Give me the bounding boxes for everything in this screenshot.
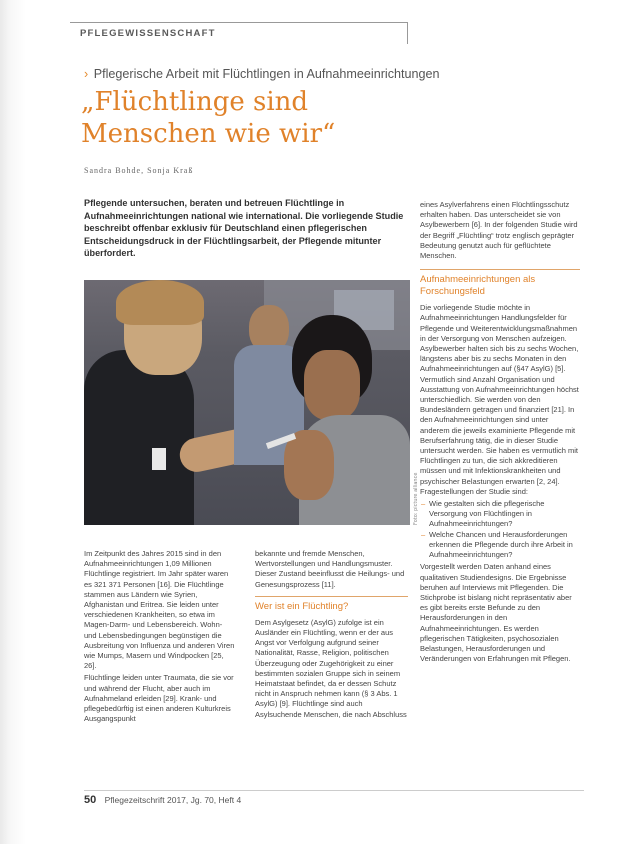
- title-line-1: „Flüchtlinge sind: [81, 87, 309, 117]
- article-photo: [84, 280, 410, 525]
- paragraph: Vorgestellt werden Daten anhand eines qualitativen Studiendesigns. Die Ergebnisse beruhen auf Interviews mit Pflegenden. Die Stichprobe ist bislang nicht repräsentativ aber es gibt bereits erste Befunde zu den Herausforderungen in den Aufnahmeeinrichtungen. Es werden pflegerischen Tätigkeiten, psychosozialen Belastungen, Herausforderungen und Veränderungen von Erfahrungen mit Pflegen.: [420, 562, 572, 664]
- article-authors: Sandra Bohde, Sonja Kraß: [84, 166, 194, 175]
- research-questions-list: [420, 499, 580, 560]
- title-line-2: Menschen wie wir“: [81, 119, 336, 149]
- paragraph: Im Zeitpunkt des Jahres 2015 sind in den Aufnahmeeinrichtungen 1,09 Millionen Flüchtlinge registriert. Im Jahr später waren es 321 371 Personen [16]. Die Flüchtlinge stammen aus Ländern wie Syrien, Afghanistan und Eritrea. Sie leiden unter verschiedenen Krankheiten, so etwa im Magen-Darm- und Lebensbereich. Wohn- und Lebensbedingungen begünstigen die Ausbreitung von Influenza und anderen Viren wie Mumps, Masern und Windpocken [25, 26].: [84, 549, 235, 671]
- text-column-2: [255, 549, 408, 722]
- kicker-text: Pflegerische Arbeit mit Flüchtlingen in Aufnahmeeinrichtungen: [93, 67, 440, 81]
- text-column-3: [420, 200, 580, 666]
- footer-divider: [84, 790, 584, 791]
- article-kicker: [84, 67, 564, 81]
- paragraph: bekannte und fremde Menschen, Wertvorstellungen und Handlungsmuster. Dieser Zustand beeinflusst die Heilungs- und Genesungsprozess [11].: [255, 549, 405, 589]
- paragraph: Dem Asylgesetz (AsylG) zufolge ist ein Ausländer ein Flüchtling, wenn er der aus Angst vor Verfolgung aufgrund seiner Nationalität, Rasse, Religion, politischen Überzeugung oder Zugehörigkeit zu einer bestimmten sozialen Gruppe sich in seinem Heimatstaat befindet, da er dessen Schutz nicht in Anspruch nehmen kann (§ 3 Abs. 1 AsylG) [9]. Flüchtlinge sind auch Asylsuchende Menschen, die nach Abschluss: [255, 617, 407, 719]
- photo-credit: Foto: picture alliance: [413, 472, 419, 525]
- section-heading: Aufnahmeeinrichtungen als Forschungsfeld: [420, 269, 580, 298]
- article-title: [81, 86, 481, 150]
- list-item: – Wie gestalten sich die pflegerische Versorgung von Flüchtlingen in Aufnahmeeinrichtungen?: [429, 499, 580, 530]
- journal-citation: Pflegezeitschrift 2017, Jg. 70, Heft 4: [104, 795, 242, 805]
- page-footer: [84, 794, 584, 808]
- list-item: – Welche Chancen und Herausforderungen erkennen die Pflegende durch ihre Arbeit in Aufnahmeeinrichtungen?: [429, 530, 580, 561]
- section-header: [70, 22, 408, 44]
- paragraph: eines Asylverfahrens einen Flüchtlingsschutz erhalten haben. Das unterscheidet sie von Asylbewerbern [6]. In der folgenden Studie wird der Begriff „Flüchtling“ trotz englisch geprägter Bedeutung genutzt auch für geflüchtete Menschen.: [420, 200, 578, 261]
- paragraph: Die vorliegende Studie möchte in Aufnahmeeinrichtungen Handlungsfelder für Pflegende und Weiterentwicklungsmaßnahmen in der Versorgung von Menschen aufzeigen. Asylbewerber halten sich bis zu sechs Wochen, längstens aber bis zu sechs Monaten in den Aufnahmeeinrichtungen auf (§47 AsylG) [5]. Vermutlich sind Anzahl Organisation und Ausstattung von Aufnahmeeinrichtungen höchst unterschiedlich. Sie werden von den Bundesländern getragen und finanziert [21]. In den Aufnahmeeinrichtungen sind unter anderem die jeweils examinierte Pflegende mit Berufserfahrung tätig, die in dieser Studie untersucht werden. Sie haben es vermutlich mit Flüchtlingen zu tun, die sich akkreditieren müssen und mit Infektionskrankheiten und psychischer Belastungen erwarten [2, 24]. Fragestellungen der Studie sind:: [420, 303, 579, 496]
- section-heading: Wer ist ein Flüchtling?: [255, 596, 408, 613]
- paragraph: Flüchtlinge leiden unter Traumata, die sie vor und während der Flucht, aber auch im Aufnahmeland erleiden [29]. Krank- und pflegebedürftig ist einen anderen Kulturkreis Ausgangspunkt: [84, 673, 234, 724]
- page-number: 50: [84, 794, 97, 806]
- article-lead: Pflegende untersuchen, beraten und betreuen Flüchtlinge in Aufnahmeeinrichtungen national wie international. Die vorliegende Studie beschreibt offenbar exklusiv für Deutschland einen pflegerischen Entscheidungsdruck in der Flüchtlingsarbeit, der Pflegende mitunter überfordert.: [84, 198, 404, 259]
- text-column-1: [84, 549, 236, 726]
- section-label: PFLEGEWISSENSCHAFT: [80, 28, 216, 39]
- chevron-right-icon: ›: [84, 67, 89, 81]
